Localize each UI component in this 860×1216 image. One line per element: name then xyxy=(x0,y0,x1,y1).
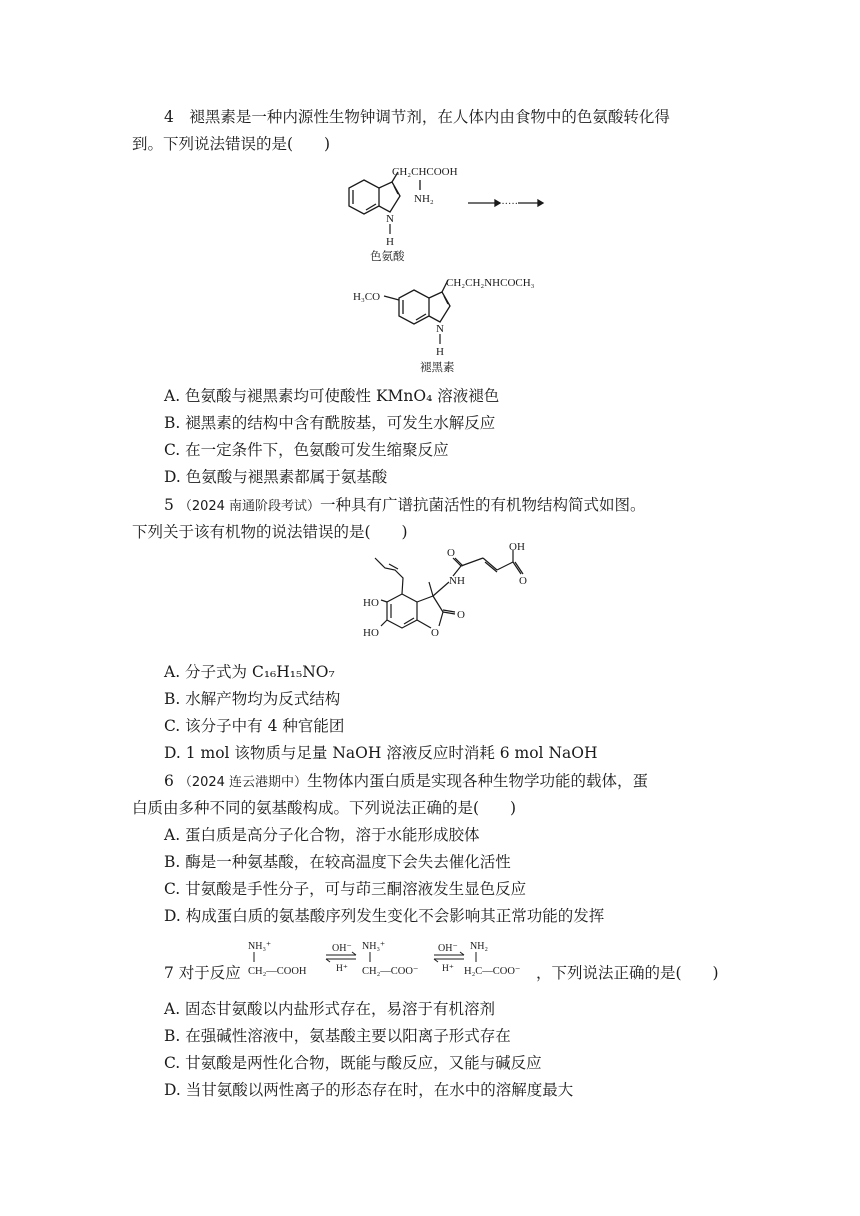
trp-hydrogen-label: H xyxy=(386,236,394,248)
q7-stem-prefix: 7 对于反应 xyxy=(164,964,241,982)
q4-reaction-figure xyxy=(340,160,560,380)
q5-ho-upper-label: HO xyxy=(363,597,379,609)
mel-hydrogen-label: H xyxy=(436,346,444,358)
q7-option-c: C. 甘氨酸是两性化合物，既能与酸反应，又能与碱反应 xyxy=(164,1054,542,1072)
q6-stem-line2: 白质由多种不同的氨基酸构成。下列说法正确的是( ) xyxy=(132,799,517,817)
q6-stem-line1 xyxy=(164,768,648,796)
q6-option-d: D. 构成蛋白质的氨基酸序列发生变化不会影响其正常功能的发挥 xyxy=(164,907,605,925)
q7-species1-bottom: CH₂—COOH xyxy=(248,966,307,977)
q5-nh-label: NH xyxy=(449,575,465,587)
q5-option-d: D. 1 mol 该物质与足量 NaOH 溶液反应时消耗 6 mol NaOH xyxy=(164,744,598,762)
q4-stem-line2: 到。下列说法错误的是( ) xyxy=(132,135,331,153)
q6-option-c: C. 甘氨酸是手性分子，可与茚三酮溶液发生显色反应 xyxy=(164,880,527,898)
q4-stem-line1: 4 褪黑素是一种内源性生物钟调节剂，在人体内由食物中的色氨酸转化得 xyxy=(164,108,670,126)
q7-option-b: B. 在强碱性溶液中，氨基酸主要以阳离子形式存在 xyxy=(164,1027,511,1045)
q7-arrow2-top: OH⁻ xyxy=(438,943,458,954)
q7-arrow2-bottom: H⁺ xyxy=(442,964,454,974)
trp-nitrogen-label: N xyxy=(386,213,394,225)
q5-amide-o-label: O xyxy=(447,547,455,559)
q4-option-c: C. 在一定条件下，色氨酸可发生缩聚反应 xyxy=(164,441,449,459)
q5-carboxyl-oh-label: OH xyxy=(509,541,525,553)
q5-structure-figure xyxy=(355,540,545,660)
q4-option-b: B. 褪黑素的结构中含有酰胺基，可发生水解反应 xyxy=(164,414,496,432)
mel-methoxy-label: H₃CO xyxy=(353,291,381,303)
q4-option-d: D. 色氨酸与褪黑素都属于氨基酸 xyxy=(164,468,388,486)
q5-ring-o-label: O xyxy=(431,627,439,639)
trp-amino-label: NH₂ xyxy=(414,193,434,205)
q5-option-c: C. 该分子中有 4 种官能团 xyxy=(164,717,345,735)
q4-option-a: A. 色氨酸与褪黑素均可使酸性 KMnO₄ 溶液褪色 xyxy=(164,387,500,405)
q5-stem-text: 一种具有广谱抗菌活性的有机物结构简式如图。 xyxy=(320,496,646,514)
q6-option-b: B. 酶是一种氨基酸，在较高温度下会失去催化活性 xyxy=(164,853,511,871)
q7-stem-suffix: ，下列说法正确的是( ) xyxy=(536,964,719,982)
q5-stem-line1 xyxy=(164,492,646,520)
q6-option-a: A. 蛋白质是高分子化合物，溶于水能形成胶体 xyxy=(164,826,480,844)
q5-source: （2024 南通阶段考试） xyxy=(178,499,321,514)
q7-equilibrium-equation xyxy=(244,934,544,984)
q5-carboxyl-o-label: O xyxy=(519,575,527,587)
q5-number: 5 xyxy=(164,496,174,514)
q7-option-a: A. 固态甘氨酸以内盐形式存在，易溶于有机溶剂 xyxy=(164,1000,496,1018)
trp-side-chain-label: CH₂CHCOOH xyxy=(392,166,458,178)
q7-option-d: D. 当甘氨酸以两性离子的形态存在时，在水中的溶解度最大 xyxy=(164,1081,574,1099)
mel-nitrogen-label: N xyxy=(436,323,444,335)
melatonin-name: 褪黑素 xyxy=(420,360,455,374)
q6-number: 6 xyxy=(164,772,174,790)
q7-species2-bottom: CH₂—COO⁻ xyxy=(362,966,419,977)
q7-arrow1-top: OH⁻ xyxy=(332,943,352,954)
q6-source: （2024 连云港期中） xyxy=(178,775,308,790)
mel-side-chain-label: CH₂CH₂NHCOCH₃ xyxy=(446,277,535,289)
tryptophan-name: 色氨酸 xyxy=(370,249,405,263)
q5-ho-lower-label: HO xyxy=(363,627,379,639)
q7-species3-top: NH₂ xyxy=(470,941,488,952)
q7-species1-top: NH₃⁺ xyxy=(248,941,272,952)
q7-arrow1-bottom: H⁺ xyxy=(336,964,348,974)
q5-option-a: A. 分子式为 C₁₆H₁₅NO₇ xyxy=(164,663,335,681)
q5-option-b: B. 水解产物均为反式结构 xyxy=(164,690,341,708)
q5-stem-line2: 下列关于该有机物的说法错误的是( ) xyxy=(132,523,408,541)
q7-species3-bottom: H₂C—COO⁻ xyxy=(464,966,521,977)
q5-lactone-o-label: O xyxy=(457,609,465,621)
reaction-arrow-dots: ······ xyxy=(498,199,518,210)
q6-stem-text: 生物体内蛋白质是实现各种生物学功能的载体，蛋 xyxy=(307,772,649,790)
q7-species2-top: NH₃⁺ xyxy=(362,941,386,952)
